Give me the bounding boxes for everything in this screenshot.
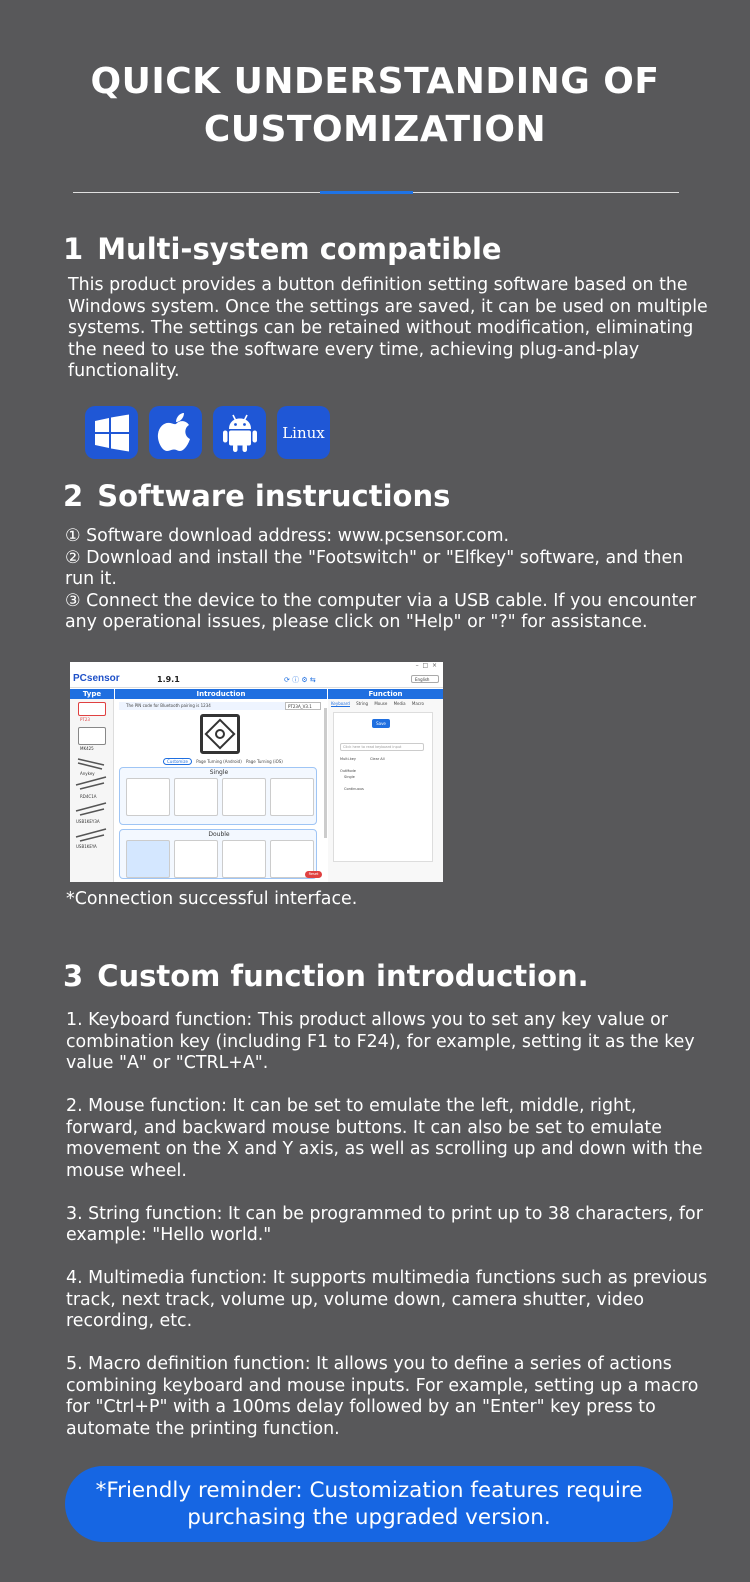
type-label: USB1KEYA <box>76 844 97 849</box>
double-label: Double <box>208 831 230 838</box>
col-intro-header: Introduction <box>115 689 327 699</box>
pin-note: The PIN code for Bluetooth pairing is 1234 <box>119 702 309 710</box>
tab-media[interactable]: Media <box>393 701 406 706</box>
section3-list <box>66 1010 714 1440</box>
single-radio[interactable]: Single <box>344 775 355 779</box>
device-select[interactable]: PT23A_V3.1 <box>285 702 321 710</box>
section1-title: Multi-system compatible <box>97 232 502 266</box>
multikey-checkbox[interactable]: Multi-key <box>340 757 356 761</box>
list-item: 2. Mouse function: It can be set to emulate the left, middle, right, forward, and backward mouse buttons. It can also be set to emulate movement on the X and Y axis, as well as scrolling up and down with the mouse wheel. <box>66 1096 703 1181</box>
list-item: 1. Keyboard function: This product allows you to set any key value or combination key (including F1 to F24), for example, setting it as the key value "A" or "CTRL+A". <box>66 1010 695 1073</box>
page-title-line2: CUSTOMIZATION <box>203 109 547 150</box>
key-cell[interactable] <box>174 840 218 878</box>
list-item: 5. Macro definition function: It allows you to define a series of actions combining keyboard and mouse inputs. For example, setting up a macro for "Ctrl+P" with a 100ms delay followed by an "Enter" key press to automate the printing function. <box>66 1354 699 1439</box>
apple-icon <box>149 406 202 459</box>
page-title <box>0 58 750 154</box>
scrollbar[interactable] <box>324 708 327 838</box>
window-titlebar <box>70 662 443 670</box>
section1-body: This product provides a button definition setting software based on the Windows system. Once the settings are saved, it can be used on multiple systems. The settings can be retained without modification, eliminating the need to use the software every time, achieving plug-and-play functionality. <box>68 275 708 381</box>
key-cell[interactable] <box>222 778 266 816</box>
mode-tabs <box>163 759 283 764</box>
software-screenshot <box>70 662 443 882</box>
mode-tab[interactable]: Page Turning (Android) <box>196 759 242 764</box>
app-version: 1.9.1 <box>157 675 180 684</box>
step-1: ① Software download address: www.pcsensor.com. <box>65 526 510 546</box>
col-function-header: Function <box>328 689 443 699</box>
tab-mouse[interactable]: Mouse <box>374 701 388 706</box>
type-label: USB1KEY3A <box>76 819 100 824</box>
type-label: Anykey <box>80 771 95 776</box>
type-item[interactable] <box>78 702 106 716</box>
double-card <box>119 829 317 879</box>
list-item: 3. String function: It can be programmed to print up to 38 characters, for example: "Hello world." <box>66 1203 703 1245</box>
function-form <box>333 712 433 862</box>
section1-heading <box>63 231 502 267</box>
keyboard-input[interactable]: Click here to read keyboard input <box>340 743 424 751</box>
section3-heading <box>63 958 589 994</box>
step-3: ③ Connect the device to the computer via a USB cable. If you encounter any operational issues, please click on "Help" or "?" for assistance. <box>65 590 697 632</box>
reminder-line2: purchasing the upgraded version. <box>187 1505 551 1530</box>
key-cell[interactable] <box>270 778 314 816</box>
step-2: ② Download and install the "Footswitch" or "Elfkey" software, and then run it. <box>65 547 684 589</box>
section2-title: Software instructions <box>97 479 451 513</box>
section2-number: 2 <box>63 479 84 513</box>
section2-heading <box>63 478 450 514</box>
type-sidebar <box>70 699 114 882</box>
tab-keyboard[interactable]: Keyboard <box>331 701 350 706</box>
single-label: Single <box>209 769 229 776</box>
title-divider-accent <box>320 191 413 194</box>
save-button[interactable]: Save <box>372 719 390 728</box>
tab-macro[interactable]: Macro <box>411 701 424 706</box>
type-label: MK425 <box>80 746 94 751</box>
continuous-radio[interactable]: Continuous <box>344 787 364 791</box>
single-card <box>119 767 317 825</box>
tab-string[interactable]: String <box>356 701 369 706</box>
linux-label: Linux <box>282 423 325 442</box>
windows-icon <box>85 406 138 459</box>
key-cell[interactable] <box>222 840 266 878</box>
section1-number: 1 <box>63 232 84 266</box>
type-item[interactable] <box>78 727 106 745</box>
function-tabs <box>331 701 424 706</box>
key-cell[interactable] <box>126 840 170 878</box>
device-image <box>200 714 240 754</box>
linux-icon <box>277 406 330 459</box>
page-title-line1: QUICK UNDERSTANDING OF <box>90 61 660 102</box>
android-icon <box>213 406 266 459</box>
outmode-label: OutMode <box>340 769 356 773</box>
section3-number: 3 <box>63 959 84 993</box>
section3-title: Custom function introduction. <box>97 959 589 993</box>
list-item: 4. Multimedia function: It supports multimedia functions such as previous track, next track, volume up, volume down, camera shutter, video recording, etc. <box>66 1268 708 1331</box>
reminder-banner <box>65 1466 673 1542</box>
reset-button[interactable]: Reset <box>305 871 322 878</box>
window-controls-icon: – □ × <box>415 662 437 669</box>
mode-tab[interactable]: Customize <box>163 758 192 765</box>
section2-steps <box>65 526 710 634</box>
device-thumbnails-icon <box>74 755 110 865</box>
reminder-line1: *Friendly reminder: Customization features require <box>95 1478 643 1503</box>
app-toolbar <box>70 670 443 688</box>
type-label: RD4C1A <box>80 794 97 799</box>
mode-tab[interactable]: Page Turning (iOS) <box>246 759 283 764</box>
screenshot-caption: *Connection successful interface. <box>66 889 358 909</box>
app-logo: PCsensor <box>73 673 120 684</box>
key-cell[interactable] <box>174 778 218 816</box>
type-label: PT23 <box>80 717 90 722</box>
key-cell[interactable] <box>126 778 170 816</box>
introduction-panel <box>115 699 325 882</box>
col-type-header: Type <box>70 689 114 699</box>
function-panel <box>328 699 443 882</box>
language-select[interactable]: English <box>411 675 439 683</box>
toolbar-icons: ⟳ ⓘ ⚙ ⇆ <box>284 676 316 684</box>
clear-all-button[interactable]: Clear All <box>370 757 385 761</box>
os-icons <box>85 406 330 459</box>
